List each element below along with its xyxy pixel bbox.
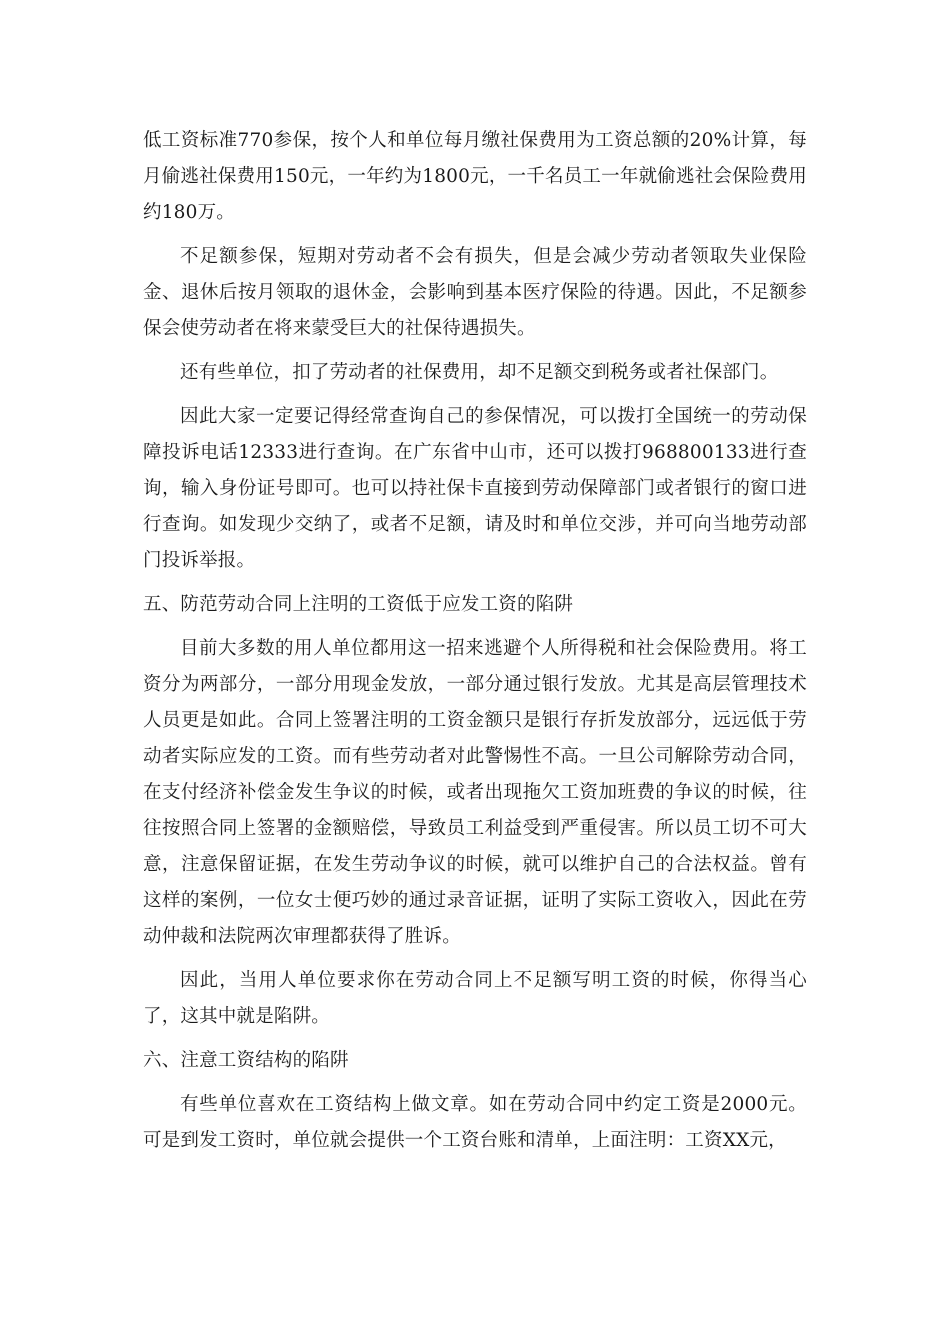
section-heading-6: 六、注意工资结构的陷阱 [143, 1050, 349, 1071]
paragraph-wage-structure: 有些单位喜欢在工资结构上做文章。如在劳动合同中约定工资是2000元。可是到发工资时，单位就会提供一个工资台账和清单，上面注明：工资XX元， [143, 1094, 807, 1151]
document-page [143, 123, 807, 1167]
paragraph-query-advice: 因此大家一定要记得经常查询自己的参保情况，可以拨打全国统一的劳动保障投诉电话12333进行查询。在广东省中山市，还可以拨打968800133进行查询，输入身份证号即可。也可以持社保卡直接到劳动保障部门或者银行的窗口进行查询。如发现少交纳了，或者不足额，请及时和单位交涉，并可向当地劳动部门投诉举报。 [143, 406, 807, 571]
paragraph-social-insurance-calc: 低工资标准770参保，按个人和单位每月缴社保费用为工资总额的20%计算，每月偷逃社保费用150元，一年约为1800元，一千名员工一年就偷逃社会保险费用约180万。 [143, 130, 807, 223]
paragraph-withheld-fees: 还有些单位，扣了劳动者的社保费用，却不足额交到税务或者社保部门。 [180, 362, 779, 383]
paragraph-contract-wage-warning: 因此，当用人单位要求你在劳动合同上不足额写明工资的时候，你得当心了，这其中就是陷阱。 [143, 970, 807, 1027]
paragraph-underpaid-insurance: 不足额参保，短期对劳动者不会有损失，但是会减少劳动者领取失业保险金、退休后按月领取的退休金，会影响到基本医疗保险的待遇。因此，不足额参保会使劳动者在将来蒙受巨大的社保待遇损失。 [143, 246, 807, 339]
paragraph-contract-wage-trap: 目前大多数的用人单位都用这一招来逃避个人所得税和社会保险费用。将工资分为两部分，一部分用现金发放，一部分通过银行发放。尤其是高层管理技术人员更是如此。合同上签署注明的工资金额只是银行存折发放部分，远远低于劳动者实际应发的工资。而有些劳动者对此警惕性不高。一旦公司解除劳动合同，在支付经济补偿金发生争议的时候，或者出现拖欠工资加班费的争议的时候，往往按照合同上签署的金额赔偿，导致员工利益受到严重侵害。所以员工切不可大意，注意保留证据，在发生劳动争议的时候，就可以维护自己的合法权益。曾有这样的案例，一位女士便巧妙的通过录音证据，证明了实际工资收入，因此在劳动仲裁和法院两次审理都获得了胜诉。 [143, 638, 807, 947]
section-heading-5: 五、防范劳动合同上注明的工资低于应发工资的陷阱 [143, 594, 574, 615]
